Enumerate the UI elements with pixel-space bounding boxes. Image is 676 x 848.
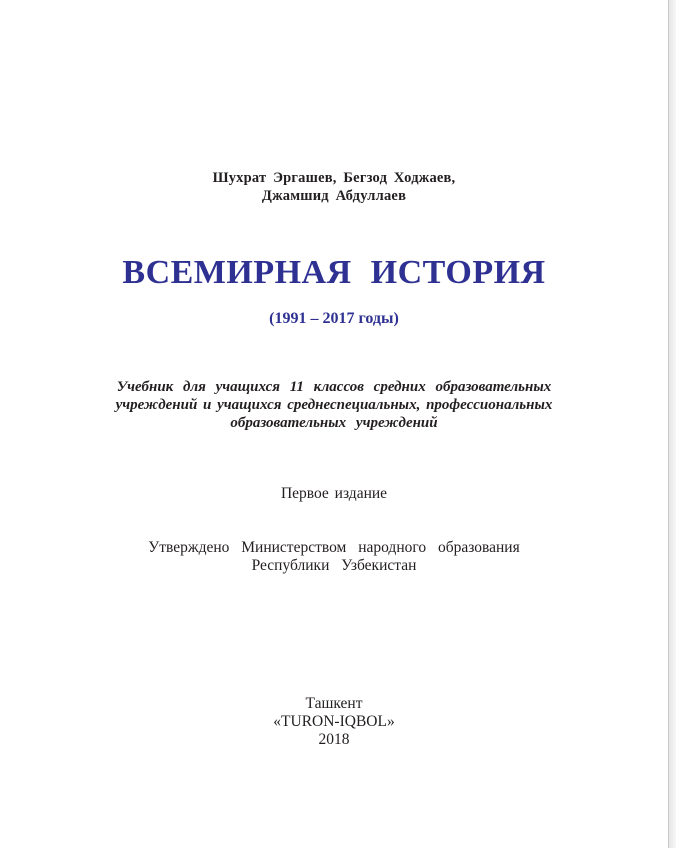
book-title: ВСЕМИРНАЯ ИСТОРИЯ [122,254,546,291]
approval-line-2: Республики Узбекистан [251,557,417,574]
imprint-city: Ташкент [305,695,363,712]
description-line-1: Учебник для учащихся 11 классов средних образовательных [116,379,552,395]
viewer-background [669,0,676,848]
approval-line-1: Утверждено Министерством народного образования [148,539,520,556]
book-period: (1991 – 2017 годы) [269,310,399,327]
authors-line-2: Джамшид Абдуллаев [261,188,407,204]
imprint-year: 2018 [318,731,350,748]
edition-label: Первое издание [280,485,388,502]
authors-line-1: Шухрат Эргашев, Бегзод Ходжаев, [212,170,456,186]
description-line-2: учреждений и учащихся среднеспециальных, профессиональных [115,397,553,413]
description-line-3: образовательных учреждений [230,415,438,431]
imprint-publisher: «TURON-IQBOL» [273,713,395,730]
